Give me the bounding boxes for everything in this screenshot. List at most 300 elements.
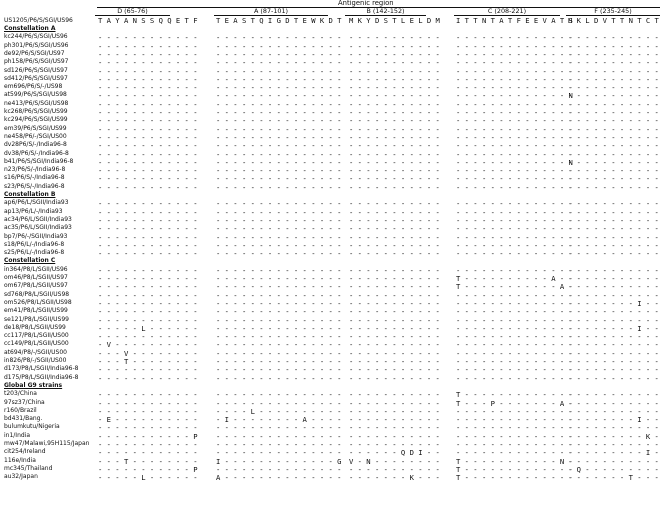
region-sequence: - - - - - - - - - - - - - - [456,340,573,350]
region-sequence: - - - - - - - - - - - [568,274,659,283]
region-sequence: - - - - - - - - - - - - - - - [216,99,342,109]
strain-label: bulumkutu/Nigeria [4,423,60,431]
strain-label: ap6/P6/L/SGII/India93 [4,199,69,207]
region-sequence: - - - - - - - - - - - - - - [456,49,573,59]
strain-label: om46/P8/L/SGII/US97 [4,274,68,281]
region-sequence: - - - - - - - - - - - [568,398,659,408]
region-sequence: - - - - - - - - - - - - - - [456,83,573,93]
strain-label: mw47/Malawi,95H115/Japan [4,440,90,447]
strain-label: om67/P8/L/SGII/US97 [4,282,68,290]
region-sequence: - - - - - - - - - - - [349,348,440,358]
region-sequence: - - - - - - - - - - - - - - [456,298,573,308]
region-sequence: - - - - - - - - - - - [349,290,440,300]
region-sequence: - - - - - L - - - - - - [98,473,198,483]
region-sequence: - - - - - - - - - - - - - - - [216,116,342,126]
region-sequence: - - - - - - - - - - - - [98,174,198,184]
region-sequence: - - - - - - - - - - - - [98,207,198,217]
region-sequence: - - - - - - - K - - - [349,473,440,483]
region-sequence: - - - - - - - - - - - - - - - [216,365,342,375]
region-sequence: - - - - - - - - - - - - - - - [216,431,342,441]
region-sequence: - - - - - - - - - - - - [98,390,198,400]
strain-label: em39/P6/S/SGI/US99 [4,124,67,132]
strain-label: s18/P6/L/-/India96-8 [4,240,65,248]
region-sequence: - - - - - - - - - - - [568,307,659,317]
region-sequence: - - - - - - - - - - - [568,423,659,433]
region-sequence: - - - - - - - - - - - - - - [456,307,573,317]
region-sequence: - - - - - - - - - - - - [98,49,198,59]
strain-label: ac34/P6/L/SGII/India93 [4,215,72,223]
region-sequence: - - - - - - - - - - - - - - [456,448,573,458]
region-sequence: - - - - - - - - - - - [349,406,440,416]
section-heading: Global G9 strains [4,381,63,389]
region-sequence: - - - - - - - - - - - - - - - [216,157,342,167]
region-sequence: - - - - - - - - - - - [568,332,659,342]
region-sequence: - - - - - - - - - - - - - - - [216,357,342,366]
region-sequence: - - - - - - - - - - - - [98,66,198,76]
region-sequence: - - - - - - - - - - - [349,398,440,408]
region-sequence: - - - - - - - - - - - - - - [456,174,573,184]
region-sequence: - - - - - - - - - - - [349,33,440,43]
region-sequence: I - - - - - - - - - - - - - G [216,456,342,466]
region-sequence: - - - - - - - - - - - P [98,464,198,474]
region-sequence: - V - - - - - - - - - - [98,340,198,350]
region-sequence: - - - - - - - - - - - - - - [456,141,573,151]
region-sequence: - - - - - - - - - - - - - - - [216,315,342,325]
region-sequence: - - - - - - - - - - - - [98,290,198,300]
strain-label: dv38/P6/S/-/India96-8 [4,149,69,157]
region-sequence: - - - - - - - - - - - - [98,423,198,433]
strain-label: dv28P6/S/-/India96-8 [4,141,67,149]
region-sequence: - - - - - - - - - - - - - - [456,207,573,217]
region-sequence: - - - - - L - - - - - - [98,323,198,333]
region-sequence: - - - - - - - - - - - [349,249,440,259]
region-sequence: - - - - - - - - - - - [568,141,659,151]
strain-label: sd412/P6/S/SGI/US97 [4,74,68,82]
region-sequence: - - - - - - - - - - - - - - [456,265,573,275]
region-sequence: - - - - - - - - - - - [349,274,440,283]
region-sequence: - - - - - - - - - - - - [98,33,198,43]
region-sequence: - - - - - - - - - - - [568,74,659,84]
strain-label: in364/P8/L/SGII/US96 [4,265,68,273]
region-sequence: - - - - - - - - - - - - [98,166,198,176]
region-sequence: - - - - - - - - - - - [349,340,440,350]
region-sequence: - - - - - - - - - - - - - - - [216,74,342,84]
region-sequence: - - - - - - - - - - - - - - - [216,33,342,43]
region-sequence: - - - - - - - - - - - [349,265,440,275]
region-sequence: - - - - - - - - - - - [568,207,659,217]
region-sequence: - - - - - - - - - - - [568,99,659,109]
region-sequence: - - - - - - - - - - - [568,124,659,134]
strain-label: s23/P6/S/-/India96-8 [4,182,65,190]
region-sequence: - - - - - - - - - - - [349,373,440,383]
antigenic-region-title: Antigenic region [338,0,394,7]
region-sequence: - - - - - - - - - - - - - - - [216,423,342,433]
region-sequence: - - - - - - - - - - - - - - - [216,58,342,68]
region-sequence: - - - - - - - - - - - - [98,182,198,192]
region-sequence: - - - - - - - - - - - - - - - [216,390,342,400]
region-sequence: - - - - - - - - - - - [349,108,440,117]
strain-label: mc345/Thailand [4,464,53,472]
region-sequence: - - - - - - - - - - - - - - [456,74,573,84]
region-name: D (65-76) [117,7,148,15]
strain-label: s16/P6/S/-/India96-8 [4,174,65,182]
region-sequence: - - - - - - - - - - - - - - - [216,307,342,317]
region-sequence: - - - - - - - - - - - - [98,440,198,449]
region-sequence: - - - - - - - - - - - - - - [456,149,573,159]
region-sequence: - - - - - - - - - - - - - - [456,41,573,51]
region-sequence: - - - - - - - - - - - - [98,232,198,242]
region-sequence: - - - - - - - - - - - - - - [456,357,573,366]
region-sequence: - - - - - - - - - - - [568,33,659,43]
region-sequence: - - - - - - - - - - - - - - [456,332,573,342]
region-sequence: - - - - - - - - - - - [568,182,659,192]
strain-label: ne458/P6/-/SGI/US00 [4,132,67,140]
region-sequence: - - - - - - - - - - - [349,207,440,217]
region-sequence: - - - - - - - - - - - [349,132,440,142]
region-sequence: - - - - - - - - - - - - - - - [216,448,342,458]
region-sequence: - - - - - - - - - - - [568,406,659,416]
region-sequence: - - - - - - - - - - - [349,357,440,366]
region-sequence: - - - - - - - - I - - [568,323,659,333]
region-sequence: - - - - - - - - - - - - - - [456,132,573,142]
region-sequence: - - - - - - - - - - - - [98,332,198,342]
region-sequence: - - - - - - - - - - - - - - [456,323,573,333]
region-sequence: - - - - - - - - - - - - [98,249,198,259]
region-sequence: - - - - - - - - - - - [349,91,440,101]
strain-label: ph158/P6/S/SGI/US97 [4,58,69,66]
region-sequence: - - - - - - - - - - - - - - - [216,340,342,350]
strain-label: om526/P8/L/SGII/US98 [4,298,72,306]
region-sequence: - - - - - - - - - - - - - - [456,99,573,109]
region-sequence: - - - - - - - - - - - - - - - [216,108,342,117]
region-sequence: - - - - - - - - - - - [349,431,440,441]
region-sequence: - - - - - - - - - - - - - - - [216,398,342,408]
region-sequence: - - - - - - - - - - - - - - - [216,141,342,151]
region-sequence: - - - - - - - - - - - - - - [456,240,573,250]
region-sequence: - - - - - - - - - - - - - - [456,249,573,259]
region-sequence: - - - - - - - - - - - [349,199,440,209]
region-sequence: - - - - - - - - - - - [349,282,440,292]
strain-label: sd126/P6/S/SGI/US97 [4,66,68,74]
strain-label: sd768/P8/L/SGII/US98 [4,290,70,298]
region-sequence: - - - - - - - - - - - - - - [456,365,573,375]
region-sequence: - - - - - - - - - - - - - - [456,116,573,126]
region-sequence: T - - - - - - - - - - - - - [456,390,573,400]
strain-label: em696/P6/S/-/US98 [4,83,63,91]
region-sequence: - - - - - - - - - - - - - - [456,166,573,176]
section-heading: Constellation A [4,25,56,32]
region-sequence: - - - - - - - - - - - - - - [456,440,573,449]
region-sequence: - - - - - - - - - - - - - - - [216,298,342,308]
region-sequence: - - - - - - - - - - - - [98,108,198,117]
region-sequence: - - - - - - - - - - - [568,166,659,176]
region-sequence: - - - - - - - - - - - - [98,398,198,408]
region-sequence: T - - - - - - - - - - - - - [456,464,573,474]
reference-sequence: I T T N T A T F E E V A T S [456,16,573,25]
region-sequence: - - - - - - - - - - - - - - - [216,232,342,242]
strain-label: at694/P8/-/SGII/US00 [4,348,67,356]
region-sequence: - - - - - - - - - - - - - - - [216,373,342,383]
strain-label: bd431/Bang. [4,415,43,423]
region-sequence: - - - - - - - - - - - [568,440,659,449]
region-sequence: - - - - - - - - - - - - - - - [216,132,342,142]
strain-label: kc244/P6/S/SGI/US96 [4,33,68,41]
region-sequence: - - - - - - - - - - - [349,83,440,93]
region-sequence: - - - - - - - - - - - [568,348,659,358]
region-sequence: - - - - - - - - - - - [349,307,440,317]
region-sequence: - - - - - - - - - - - [568,66,659,76]
strain-label: cc117/P8/L/SGII/US00 [4,332,69,340]
region-sequence: - - - - - - - - - - - [349,166,440,176]
region-sequence: - - - - - - - - - - - - - - [456,199,573,209]
strain-label: in1/India [4,431,31,439]
region-sequence: - - - - - - - - - - - - [98,406,198,416]
region-sequence: - - - - - - - - - - - - - - - [216,290,342,300]
region-sequence: - - - - - - - - - - - - [98,240,198,250]
region-sequence: - - - - - - - - - - - - - - [456,373,573,383]
region-sequence: - - - - - - - - - - - - - - [456,431,573,441]
region-sequence: - - - - - - - - - - - - - - [456,423,573,433]
region-sequence: T - - - - - - - - - - A - - [456,274,573,283]
strain-label: t203/China [4,390,37,398]
strain-label: ne413/P6/S/SGI/US98 [4,99,69,107]
section-heading: Constellation C [4,257,56,265]
region-sequence: - - - - - - - - - - - - - N [456,157,573,167]
region-sequence: - - - - - - - - - - - [349,224,440,234]
region-sequence: - - - - - - - - - - - [349,240,440,250]
region-sequence: - - - - - - - - - - - - - - - [216,224,342,234]
region-name: C (208-221) [487,7,527,15]
strain-label: 97sz37/China [4,398,45,406]
region-sequence: - - - - - - - - - - - [568,357,659,366]
region-sequence: - - - - - - - - - - - - - - - [216,440,342,449]
region-sequence: - - - - - - - - - - - - - - [456,290,573,300]
region-sequence: - - - - - - - - - - - [349,174,440,184]
region-sequence: - - - - - - - - - - - - - - - [216,91,342,101]
region-sequence: - - - - - - - - - - - [349,157,440,167]
region-sequence: - - - - - - - - I - - [568,298,659,308]
region-sequence: T - - - - - - - - - - - - - [456,473,573,483]
region-sequence: - - - - - - - - - - - [349,415,440,425]
region-sequence: - - - - - - - - - - - [349,323,440,333]
strain-label: in826/P8/-/SGII/US00 [4,357,67,364]
region-sequence: - - - - - - - - - - - - - - - [216,249,342,259]
region-sequence: - - - - - - - - - - - - - - - [216,49,342,59]
region-sequence: - - - - - - - - - - - - [98,282,198,292]
reference-sequence: M K Y D S T L E L D M [349,16,440,25]
strain-label: ph301/P6/S/SGI/US96 [4,41,69,49]
region-sequence: - - - - - - - - - - - [568,456,659,466]
region-sequence: T - - - - - - - - - - - A - [456,282,573,292]
region-sequence: - - - - - - - - - - - - [98,215,198,225]
strain-label: ap13/P6/L/-/India93 [4,207,63,215]
region-sequence: - - - - - - - - - - - [349,74,440,84]
region-sequence: - - - - - - - - - - - - - - - [216,332,342,342]
region-sequence: - - - - - - - - - - - [568,83,659,93]
strain-label: ac35/P6/L/SGII/India93 [4,224,72,232]
strain-label: kc294/P6/S/SGI/US99 [4,116,68,124]
region-sequence: - - - - - - - - - - - [349,423,440,433]
region-sequence: - - - - - - - - - - - - - - - [216,199,342,209]
region-sequence: - - - - - - - - - - - - - - - [216,174,342,184]
region-sequence: - - - - - - - - - - - [349,332,440,342]
region-sequence: - - - - - - - - - - - [568,340,659,350]
region-sequence: - Q - - - - - - - - - [568,464,659,474]
reference-sequence: T E A S T Q I G D T E W K D T [216,16,342,25]
region-sequence: - - - - - - - - - - - - [98,83,198,93]
region-sequence: - - - - - - - - - - - - [98,373,198,383]
reference-sequence: H K L D V T T N T C T [568,16,659,25]
region-sequence: - - - - - - - - - - - [568,365,659,375]
region-sequence: - - - - - - - - - - - [568,373,659,383]
region-sequence: - I - - - - - - - - A - - - - [216,415,342,425]
region-sequence: - - - - - - - - - - - [568,41,659,51]
region-sequence: - - - - - - - - - - - - [98,149,198,159]
region-sequence: - - - - - - - - - - - - - - [456,406,573,416]
region-sequence: - - - - - - - - I - - [568,415,659,425]
strain-label: de18/P8/L/SGII/US99 [4,323,66,331]
region-sequence: - - - - - - - - - - - [568,116,659,126]
region-sequence: - - - - - - - - - - - [568,232,659,242]
region-sequence: - - - - - - - - - - - - - - - [216,41,342,51]
region-sequence: - - - - - - - - - - - - - - - [216,149,342,159]
region-sequence: - - - - - - - - - - - [349,116,440,126]
region-sequence: - - - - - - - - - - - - [98,199,198,209]
region-sequence: - - - - - - - - - - - - [98,116,198,126]
region-sequence: - - - - - - - - - - - - [98,74,198,84]
strain-label: bp7/P6/-/SGII/India93 [4,232,68,240]
region-sequence: - - - - - - - - - - - - - - - [216,274,342,283]
region-sequence: - - - - - - - - - - - - [98,157,198,167]
region-sequence: - - - - - - - - - - - [568,240,659,250]
region-sequence: - - - - - - - - - - - [568,282,659,292]
strain-label: r160/Brazil [4,406,37,414]
region-sequence: - - - - - - - - - - - [568,149,659,159]
region-sequence: - - - - - - - - - - - [349,99,440,109]
reference-strain-label: US1205/P6/S/SGI/US96 [4,17,73,24]
strain-label: s25/P6/L/-/India96-8 [4,249,65,257]
region-sequence: - - - - - - - - - - - - [98,448,198,458]
region-sequence: - - - - - - - - - - - [568,199,659,209]
region-sequence: - - - V - - - - - - - - [98,348,198,358]
region-name: A (87-101) [253,7,289,15]
region-sequence: - - - - - - - - - - - - - - - [216,182,342,192]
region-sequence: - - - - - - - - - - - - [98,58,198,68]
region-sequence: - - - - - - - - - - - [349,149,440,159]
region-sequence: - - - - - - - - - - - - - - - [216,166,342,176]
region-sequence: - - - - - - - - - - - [349,182,440,192]
region-sequence: - - - - - - - - - - - P [98,431,198,441]
region-sequence: - - - - - - - - - - - - - - [456,108,573,117]
region-sequence: - - - - - - - - - - - - [98,99,198,109]
strain-label: de92/P6/S/SGI/US97 [4,49,65,57]
region-sequence: T - - - P - - - - - - - A - [456,398,573,408]
strain-label: d173/P8/L/SGII/India96-8 [4,365,79,373]
region-sequence: - - - - - - - - - - - - - - [456,66,573,76]
region-sequence: - - - - - - - - - - - [349,215,440,225]
region-sequence: - - - - - - - - - - - [349,390,440,400]
region-sequence: - - - - - - - - - - - - [98,315,198,325]
region-sequence: - - - - - - - - - - - - - - [456,348,573,358]
region-sequence: - - - - - - - - - - - - - - - [216,66,342,76]
reference-sequence: T A Y A N S S Q Q E T F [98,16,198,25]
region-sequence: - - - - - - - - - - - - [98,224,198,234]
region-sequence: - - - - - - - - - - - [568,157,659,167]
region-sequence: - - - - - - - - - - - [568,58,659,68]
region-sequence: - - - - - - - - - - - [349,440,440,449]
region-sequence: - - - - - - - - - - - - - - - [216,348,342,358]
region-sequence: - - - - - - - - - - - - [98,91,198,101]
region-sequence: A - - - - - - - - - - - - - - [216,473,342,483]
region-sequence: - - - - - - - - - - - - [98,41,198,51]
region-sequence: - - - - - - - - - - - - - - [456,33,573,43]
region-sequence: - - - - - - - - - - - [568,49,659,59]
region-sequence: - - - - - - - - - - - [568,174,659,184]
strain-label: cit254/Ireland [4,448,46,456]
region-sequence: - - - - - - Q D I - - [349,448,440,458]
region-sequence: - - - - - - - - - - - - - - - [216,83,342,93]
region-sequence: - - - - - - - - - - - - - - [456,58,573,68]
region-sequence: - - - T - - - - - - - - [98,357,198,366]
region-sequence: - - - - - - - - - - - - [98,298,198,308]
region-sequence: - - - - - - - - - - - - [98,141,198,151]
region-sequence: - - - - - - - - - - - - - - - [216,124,342,134]
region-sequence: - - - - - - - - - - - [349,315,440,325]
region-sequence: - - - - L - - - - - - - - - - [216,406,342,416]
region-sequence: - - - - - - - T - - - [568,473,659,483]
region-sequence: - - - - - - - - - - - [568,290,659,300]
region-sequence: - - - - - - - - - - - [349,141,440,151]
region-sequence: - - - - - - - - - - - [349,41,440,51]
region-sequence: - - - - - - - - - - - - - - [456,215,573,225]
region-sequence: - - - - - - - - - - - [568,224,659,234]
region-sequence: - - - - - - - - - - - - - - - [216,265,342,275]
region-sequence: - - - - - - - - - I - [568,448,659,458]
region-sequence: - - - - - - - - - - - [568,265,659,275]
region-sequence: - - - - - - - - - - - - [98,307,198,317]
region-sequence: - - - T - - - - - - - - [98,456,198,466]
region-sequence: - - - - - - - - - - - [349,66,440,76]
region-sequence: - - - - - - - - - - - - - - - [216,464,342,474]
region-sequence: - - - - - - - - - - - - - - - [216,323,342,333]
region-sequence: - - - - - - - - - - - [349,464,440,474]
region-sequence: - - - - - - - - - - - [568,249,659,259]
strain-label: 116e/India [4,456,36,464]
region-sequence: - - - - - - - - - - - [349,298,440,308]
region-name: F (235-245) [594,7,632,15]
region-sequence: - - - - - - - - - - - [349,232,440,242]
region-sequence: - - - - - - - - - - - - - - [456,415,573,425]
region-sequence: - - - - - - - - - - - - - - - [216,207,342,217]
region-sequence: - - - - - - - - - - - - [98,132,198,142]
strain-label: em41/P8/L/SGII/US99 [4,307,68,315]
region-sequence: - - - - - - - - - - - - - - - [216,240,342,250]
region-sequence: - - - - - - - - - - - - - - [456,232,573,242]
region-sequence: - - - - - - - - - K - [568,431,659,441]
strain-label: kc268/P6/S/SGI/US99 [4,108,68,115]
region-sequence: - - - - - - - - - - - - - - [456,124,573,134]
region-sequence: - - - - - - - - - - - [568,390,659,400]
strain-label: at599/P6/S/SGI/US98 [4,91,67,99]
region-sequence: - - - - - - - - - - - [349,58,440,68]
strain-label: d175/P8/L/SGII/India96-8 [4,373,79,381]
region-sequence: - - - - - - - - - - - [349,49,440,59]
region-sequence: - - - - - - - - - - - - [98,265,198,275]
region-sequence: - - - - - - - - - - - [568,315,659,325]
region-name: B (142-152) [366,7,405,15]
strain-label: n23/P6/S/-/India96-8 [4,166,66,174]
region-sequence: - - - - - - - - - - - [568,215,659,225]
